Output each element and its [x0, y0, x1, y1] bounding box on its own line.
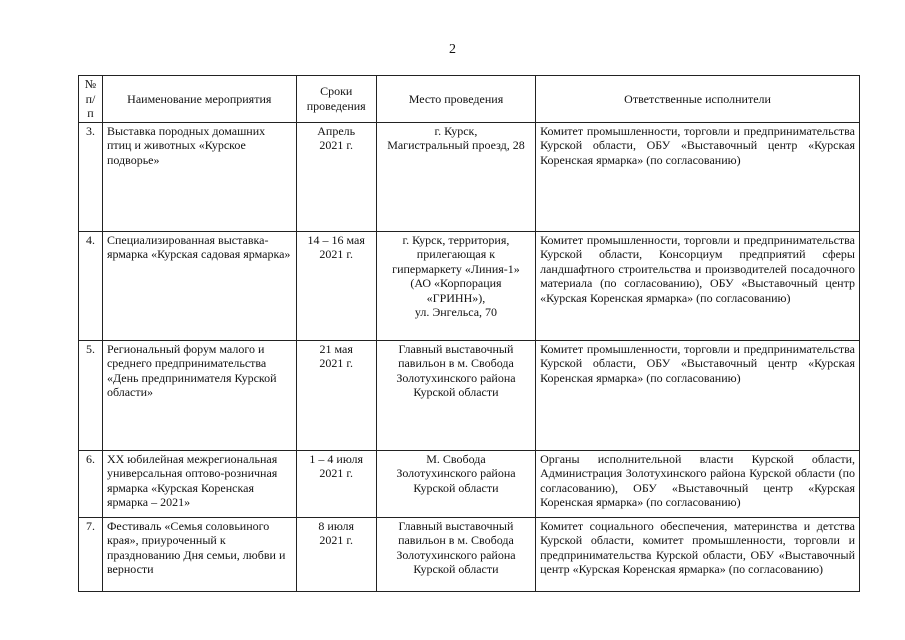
event-dates: Апрель 2021 г. [296, 122, 376, 231]
event-dates: 21 мая 2021 г. [296, 340, 376, 450]
header-dates: Сроки проведения [296, 76, 376, 123]
event-dates: 8 июля 2021 г. [296, 517, 376, 591]
header-place: Место проведения [376, 76, 535, 123]
event-responsible: Комитет социального обеспечения, материнства и детства Курской области, комитет промышленности, торговли и предпринимательства Курской области, ОБУ «Выставочный центр «Курская Коренская ярмарка» (по согласованию) [536, 517, 860, 591]
event-name: Региональный форум малого и среднего предпринимательства «День предпринимателя Курской области» [102, 340, 296, 450]
table-row [79, 122, 860, 231]
row-number: 7. [79, 517, 103, 591]
event-name: Выставка породных домашних птиц и животных «Курское подворье» [102, 122, 296, 231]
event-responsible: Комитет промышленности, торговли и предпринимательства Курской области, ОБУ «Выставочный центр «Курская Коренская ярмарка» (по согласованию) [536, 340, 860, 450]
row-number: 4. [79, 231, 103, 340]
table-header-row [79, 76, 860, 123]
page-number: 2 [449, 42, 456, 57]
event-name: XX юбилейная межрегиональная универсальная оптово-розничная ярмарка «Курская Коренская ярмарка – 2021» [102, 450, 296, 517]
table-row [79, 231, 860, 340]
event-place: Главный выставочный павильон в м. Свобода Золотухинского района Курской области [376, 517, 535, 591]
table-row [79, 450, 860, 517]
events-table [78, 75, 860, 592]
event-responsible: Комитет промышленности, торговли и предпринимательства Курской области, ОБУ «Выставочный центр «Курская Коренская ярмарка» (по согласованию) [536, 122, 860, 231]
event-dates: 14 – 16 мая 2021 г. [296, 231, 376, 340]
event-name: Специализированная выставка-ярмарка «Курская садовая ярмарка» [102, 231, 296, 340]
event-name: Фестиваль «Семья соловьиного края», приуроченный к празднованию Дня семьи, любви и верности [102, 517, 296, 591]
event-dates: 1 – 4 июля 2021 г. [296, 450, 376, 517]
header-num: № п/п [79, 76, 103, 123]
row-number: 5. [79, 340, 103, 450]
event-place: Главный выставочный павильон в м. Свобода Золотухинского района Курской области [376, 340, 535, 450]
event-place: г. Курск, Магистральный проезд, 28 [376, 122, 535, 231]
table-row [79, 517, 860, 591]
table-row [79, 340, 860, 450]
header-name: Наименование мероприятия [102, 76, 296, 123]
event-place: М. Свобода Золотухинского района Курской области [376, 450, 535, 517]
row-number: 3. [79, 122, 103, 231]
header-responsible: Ответственные исполнители [536, 76, 860, 123]
event-responsible: Органы исполнительной власти Курской области, Администрация Золотухинского района Курской области (по согласованию), ОБУ «Выставочный центр «Курская Коренская ярмарка» (по согласованию) [536, 450, 860, 517]
event-responsible: Комитет промышленности, торговли и предпринимательства Курской области, Консорциум предприятий сферы ландшафтного строительства и производителей посадочного материала (по согласованию), ОБУ «Выставочный центр «Курская Коренская ярмарка» (по согласованию) [536, 231, 860, 340]
event-place: г. Курск, территория, прилегающая к гипермаркету «Линия-1» (АО «Корпорация «ГРИНН»), ул. Энгельса, 70 [376, 231, 535, 340]
row-number: 6. [79, 450, 103, 517]
